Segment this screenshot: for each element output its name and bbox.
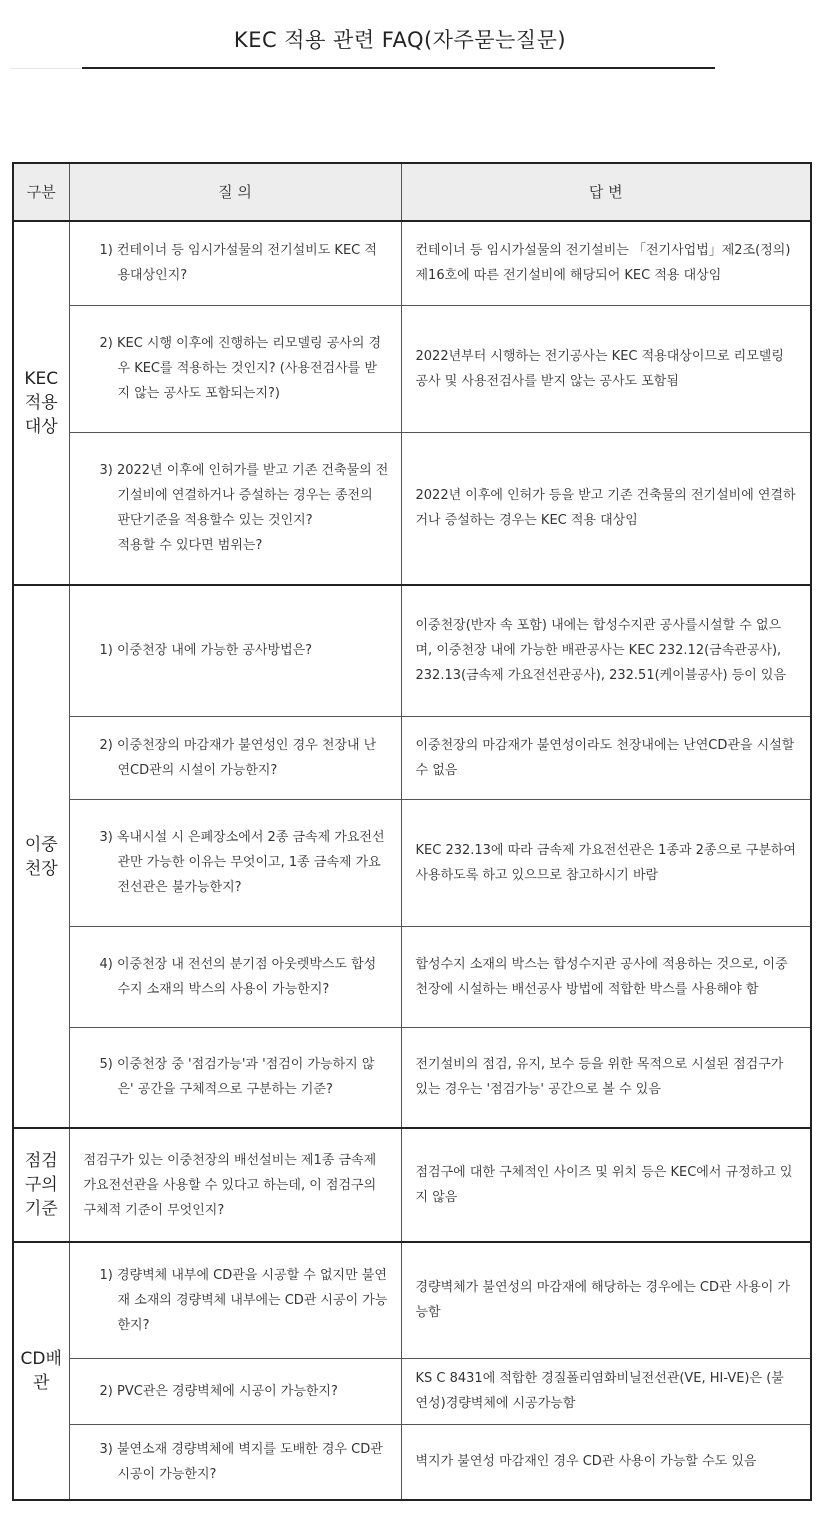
category-cell: 이중 천장 [13,585,69,1128]
table-row [13,1424,811,1500]
table-row [13,716,811,799]
question-cell: 1) 이중천장 내에 가능한 공사방법은? [69,585,401,716]
answer-cell: 경량벽체가 불연성의 마감재에 해당하는 경우에는 CD관 사용이 가능함 [401,1242,811,1358]
answer-cell: 벽지가 불연성 마감재인 경우 CD관 사용이 가능할 수도 있음 [401,1424,811,1500]
header-answer: 답 변 [401,163,811,221]
question-cell: 1) 컨테이너 등 임시가설물의 전기설비도 KEC 적용대상인지? [69,221,401,305]
table-row [13,432,811,585]
answer-cell: KS C 8431에 적합한 경질폴리염화비닐전선관(VE, HI-VE)은 (불연성)경량벽체에 시공가능함 [401,1358,811,1424]
header-category: 구분 [13,163,69,221]
answer-cell: 합성수지 소재의 박스는 합성수지관 공사에 적용하는 것으로, 이중천장에 시설하는 배선공사 방법에 적합한 박스를 사용해야 함 [401,926,811,1027]
table-row [13,305,811,432]
answer-cell: 전기설비의 점검, 유지, 보수 등을 위한 목적으로 시설된 점검구가 있는 경우는 '점검가능' 공간으로 볼 수 있음 [401,1027,811,1128]
answer-cell: 이중천장의 마감재가 불연성이라도 천장내에는 난연CD관을 시설할 수 없음 [401,716,811,799]
header-question: 질 의 [69,163,401,221]
question-cell: 2) 이중천장의 마감재가 불연성인 경우 천장내 난연CD관의 시설이 가능한지? [69,716,401,799]
answer-cell: 컨테이너 등 임시가설물의 전기설비는 「전기사업법」제2조(정의)제16호에 따른 전기설비에 해당되어 KEC 적용 대상임 [401,221,811,305]
faq-table [12,162,812,1501]
title-faint-line [10,68,82,69]
table-row [13,1242,811,1358]
question-cell: 2) PVC관은 경량벽체에 시공이 가능한지? [69,1358,401,1424]
question-cell: 4) 이중천장 내 전선의 분기점 아웃렛박스도 합성수지 소재의 박스의 사용이 가능한지? [69,926,401,1027]
question-cell: 1) 경량벽체 내부에 CD관을 시공할 수 없지만 불연재 소재의 경량벽체 내부에는 CD관 시공이 가능한지? [69,1242,401,1358]
header-row [13,163,811,221]
answer-cell: 2022년부터 시행하는 전기공사는 KEC 적용대상이므로 리모델링 공사 및 사용전검사를 받지 않는 공사도 포함됨 [401,305,811,432]
question-cell: 3) 옥내시설 시 은폐장소에서 2종 금속제 가요전선관만 가능한 이유는 무엇이고, 1종 금속제 가요전선관은 불가능한지? [69,799,401,926]
question-cell: 3) 불연소재 경량벽체에 벽지를 도배한 경우 CD관 시공이 가능한지? [69,1424,401,1500]
answer-cell: 점검구에 대한 구체적인 사이즈 및 위치 등은 KEC에서 규정하고 있지 않음 [401,1128,811,1242]
table-row [13,1128,811,1242]
table-row [13,799,811,926]
answer-cell: 2022년 이후에 인허가 등을 받고 기존 건축물의 전기설비에 연결하거나 증설하는 경우는 KEC 적용 대상임 [401,432,811,585]
table-row [13,585,811,716]
question-cell: 2) KEC 시행 이후에 진행하는 리모델링 공사의 경우 KEC를 적용하는 것인지? (사용전검사를 받지 않는 공사도 포함되는지?) [69,305,401,432]
category-cell: CD배 관 [13,1242,69,1500]
title-underline [82,67,715,69]
question-cell: 5) 이중천장 중 '점검가능'과 '점검이 가능하지 않은' 공간을 구체적으로 구분하는 기준? [69,1027,401,1128]
answer-cell: KEC 232.13에 따라 금속제 가요전선관은 1종과 2종으로 구분하여 사용하도록 하고 있으므로 참고하시기 바람 [401,799,811,926]
table-row [13,1027,811,1128]
category-cell: KEC 적용 대상 [13,221,69,585]
question-cell: 점검구가 있는 이중천장의 배선설비는 제1종 금속제 가요전선관을 사용할 수 있다고 하는데, 이 점검구의 구체적 기준이 무엇인지? [69,1128,401,1242]
table-row [13,1358,811,1424]
question-cell: 3) 2022년 이후에 인허가를 받고 기존 건축물의 전기설비에 연결하거나 증설하는 경우는 종전의 판단기준을 적용할수 있는 것인지? 적용할 수 있다면 범위는? [69,432,401,585]
table-row [13,221,811,305]
page-title: KEC 적용 관련 FAQ(자주묻는질문) [233,28,567,52]
category-cell: 점검 구의 기준 [13,1128,69,1242]
answer-cell: 이중천장(반자 속 포함) 내에는 합성수지관 공사를시설할 수 없으며, 이중천장 내에 가능한 배관공사는 KEC 232.12(금속관공사), 232.13(금속제 가요전선관공사), 232.51(케이블공사) 등이 있음 [401,585,811,716]
table-row [13,926,811,1027]
